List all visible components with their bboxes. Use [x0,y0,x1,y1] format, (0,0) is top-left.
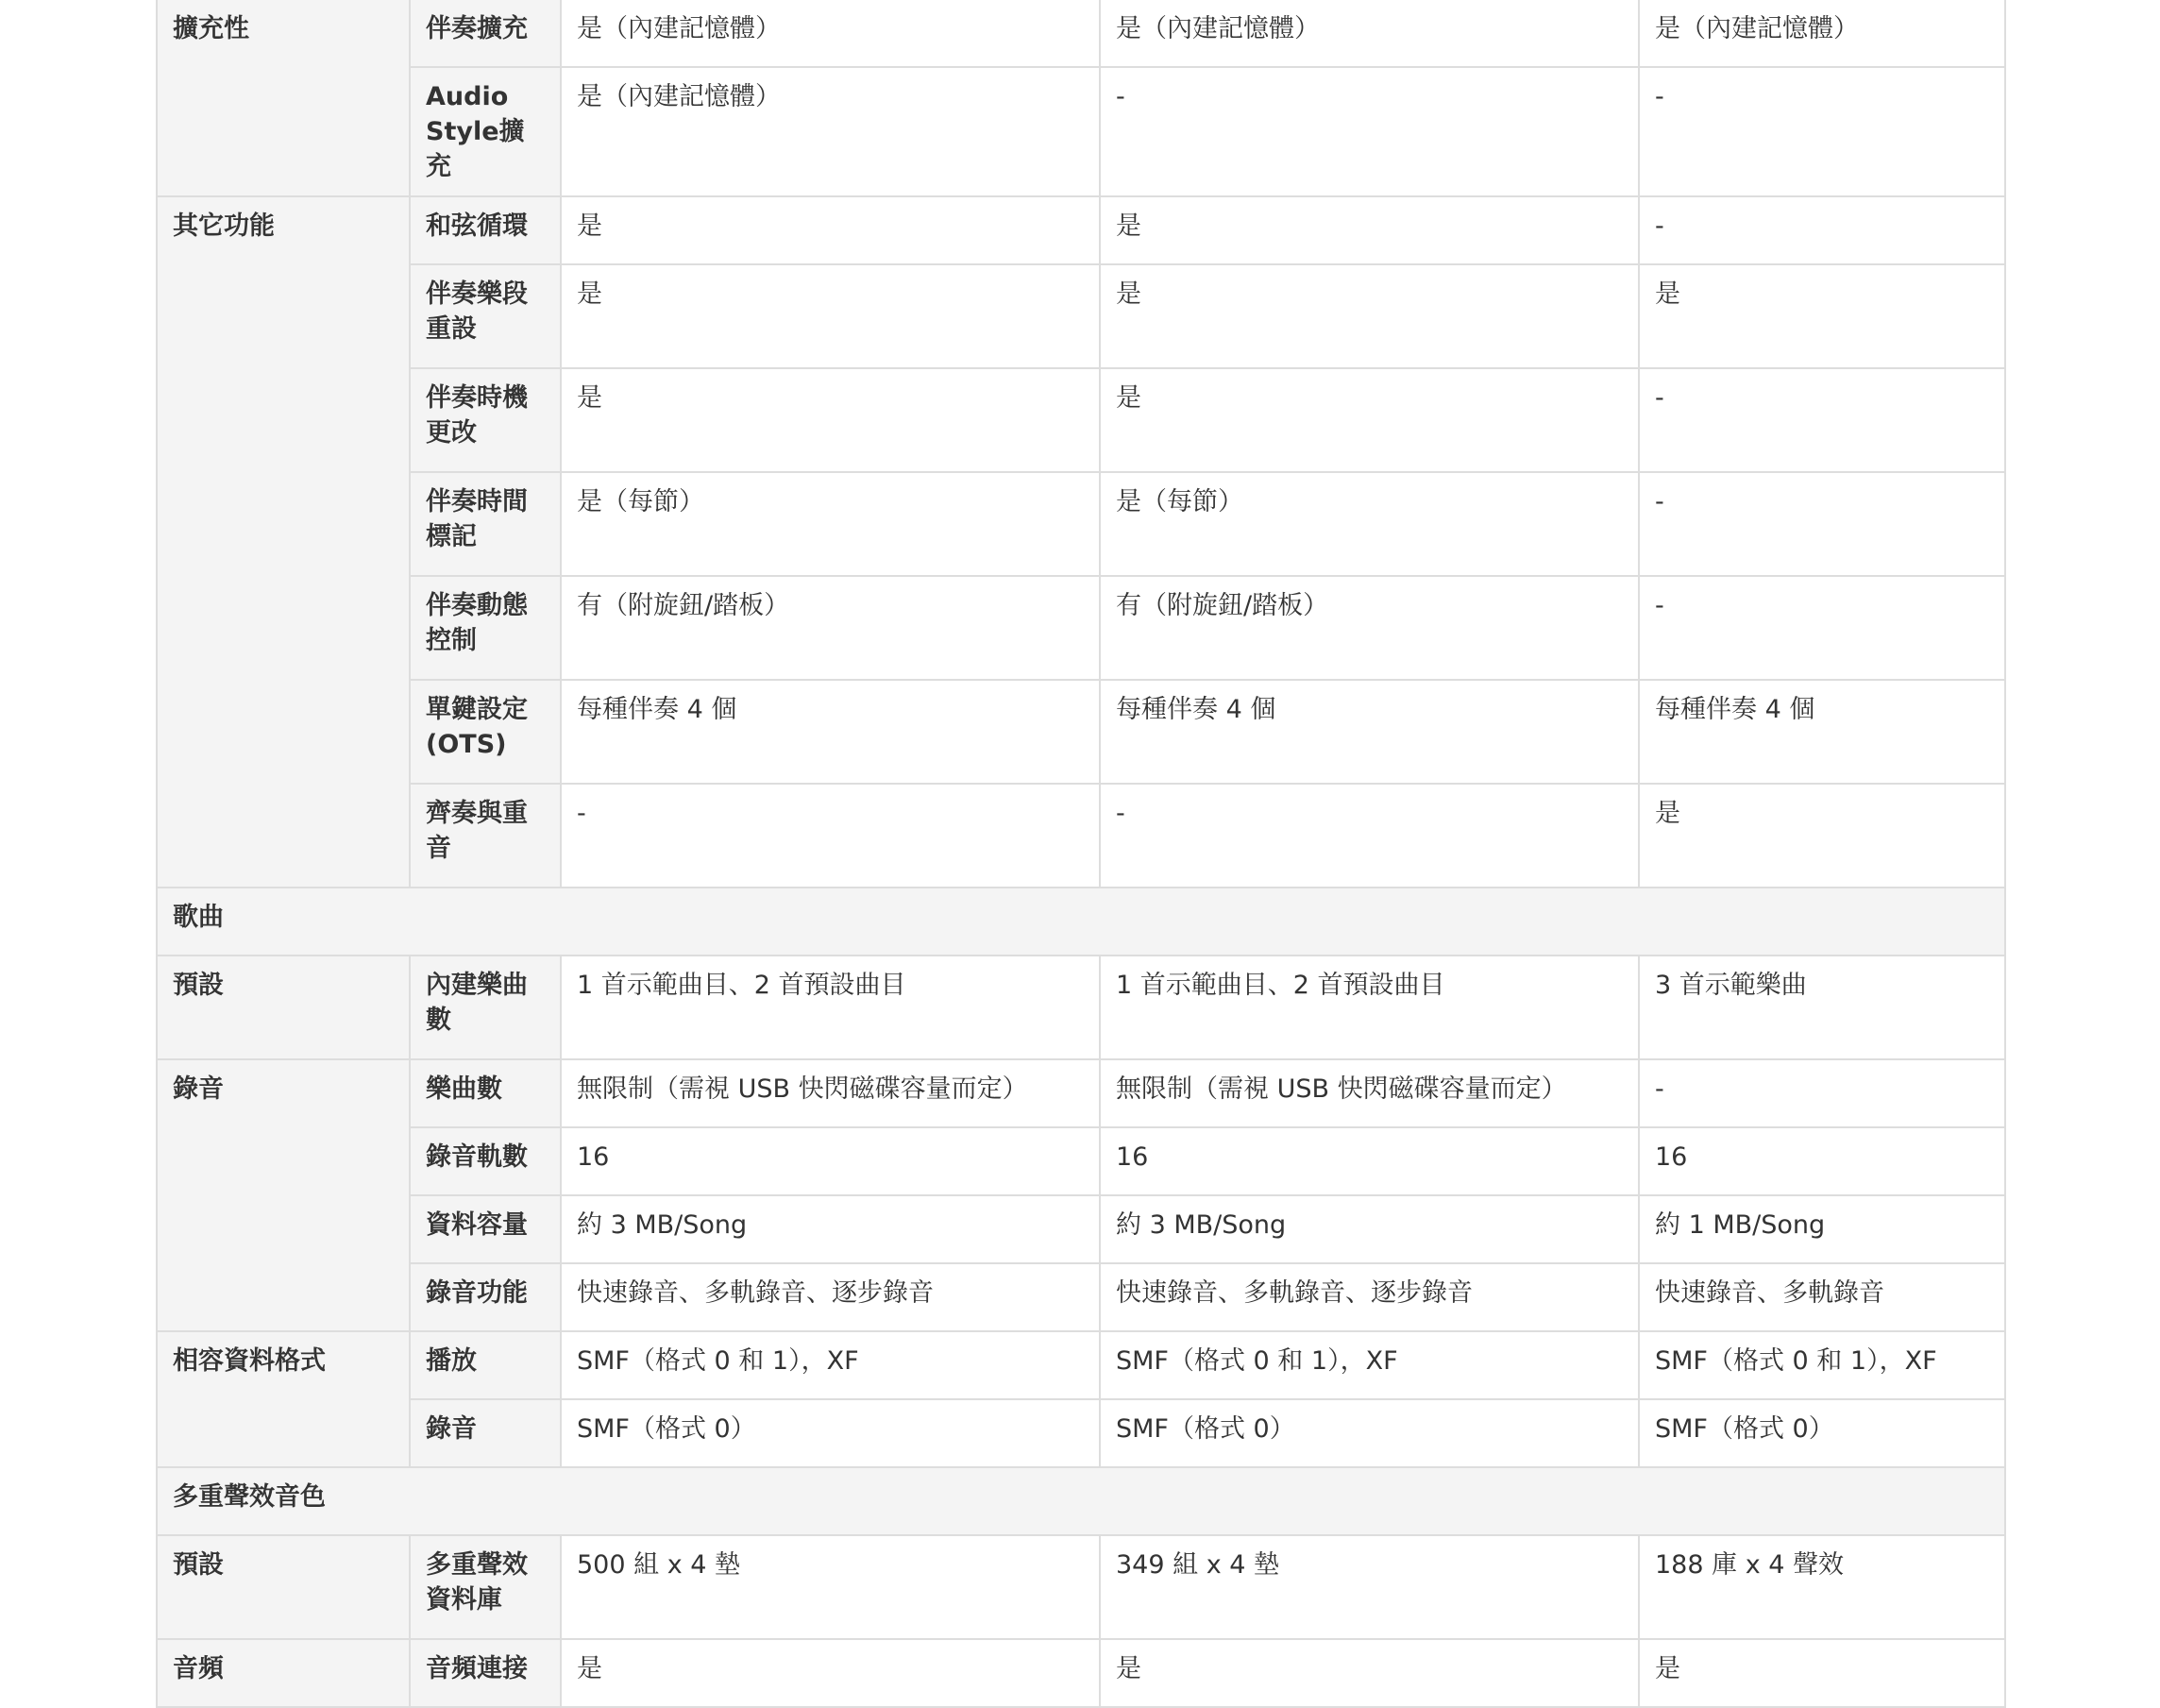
table-row [157,264,2005,368]
value-cell: SMF（格式 0） [1100,1399,1639,1467]
table-row [157,680,2005,784]
row-feature-cell: 和弦循環 [410,196,561,264]
value-cell: 是（內建記憶體） [561,67,1100,196]
row-feature-cell: 樂曲數 [410,1059,561,1127]
value-cell: 快速錄音、多軌錄音、逐步錄音 [561,1263,1100,1331]
value-cell: 每種伴奏 4 個 [1100,680,1639,784]
table-row [157,1639,2005,1707]
value-cell: 是 [561,196,1100,264]
table-row [157,1399,2005,1467]
value-cell: SMF（格式 0） [1639,1399,2005,1467]
value-cell: 500 組 x 4 墊 [561,1535,1100,1639]
value-cell: 16 [561,1127,1100,1195]
value-cell: SMF（格式 0 和 1），XF [1639,1331,2005,1399]
table-row [157,472,2005,576]
row-feature-cell: 錄音軌數 [410,1127,561,1195]
row-category-cell: 音頻 [157,1639,410,1707]
row-feature-cell: 資料容量 [410,1195,561,1263]
value-cell: 約 1 MB/Song [1639,1195,2005,1263]
row-feature-cell: Audio Style擴充 [410,67,561,196]
value-cell: 是 [1639,1639,2005,1707]
section-title-multipad: 多重聲效音色 [157,1467,2005,1535]
row-feature-cell: 伴奏時間標記 [410,472,561,576]
value-cell: - [1639,196,2005,264]
row-feature-cell: 錄音功能 [410,1263,561,1331]
row-feature-cell: 音頻連接 [410,1639,561,1707]
value-cell: - [1100,67,1639,196]
row-feature-cell: 伴奏樂段重設 [410,264,561,368]
row-feature-cell: 播放 [410,1331,561,1399]
value-cell: 是（每節） [1100,472,1639,576]
value-cell: SMF（格式 0 和 1），XF [1100,1331,1639,1399]
value-cell: 是 [1100,368,1639,472]
value-cell: 快速錄音、多軌錄音、逐步錄音 [1100,1263,1639,1331]
spec-comparison-table [156,0,2006,1708]
table-row [157,368,2005,472]
value-cell: 是（每節） [561,472,1100,576]
value-cell: 是 [1639,784,2005,888]
row-category-cell: 錄音 [157,1059,410,1331]
value-cell: 是（內建記憶體） [1639,0,2005,67]
value-cell: 是 [1100,264,1639,368]
value-cell: - [1639,472,2005,576]
table-row [157,784,2005,888]
value-cell: 是（內建記憶體） [561,0,1100,67]
value-cell: 16 [1639,1127,2005,1195]
value-cell: 每種伴奏 4 個 [1639,680,2005,784]
table-row [157,1059,2005,1127]
section-header-row [157,888,2005,955]
row-feature-cell: 多重聲效資料庫 [410,1535,561,1639]
row-category-cell: 預設 [157,955,410,1059]
value-cell: 188 庫 x 4 聲效 [1639,1535,2005,1639]
value-cell: 無限制（需視 USB 快閃磁碟容量而定） [561,1059,1100,1127]
value-cell: 有（附旋鈕/踏板） [561,576,1100,680]
section-title-songs: 歌曲 [157,888,2005,955]
row-feature-cell: 伴奏動態控制 [410,576,561,680]
table-row [157,1127,2005,1195]
row-category-cell: 擴充性 [157,0,410,196]
value-cell: 1 首示範曲目、2 首預設曲目 [561,955,1100,1059]
value-cell: 是 [561,264,1100,368]
row-category-cell: 其它功能 [157,196,410,888]
value-cell: 是 [561,1639,1100,1707]
row-feature-cell: 錄音 [410,1399,561,1467]
value-cell: 是 [1100,1639,1639,1707]
row-feature-cell: 齊奏與重音 [410,784,561,888]
value-cell: 1 首示範曲目、2 首預設曲目 [1100,955,1639,1059]
row-feature-cell: 伴奏時機更改 [410,368,561,472]
value-cell: 每種伴奏 4 個 [561,680,1100,784]
table-row [157,1331,2005,1399]
value-cell: 快速錄音、多軌錄音 [1639,1263,2005,1331]
value-cell: - [1100,784,1639,888]
value-cell: - [561,784,1100,888]
value-cell: - [1639,67,2005,196]
value-cell: 3 首示範樂曲 [1639,955,2005,1059]
table-row [157,1535,2005,1639]
value-cell: 約 3 MB/Song [561,1195,1100,1263]
value-cell: - [1639,1059,2005,1127]
value-cell: 349 組 x 4 墊 [1100,1535,1639,1639]
table-row [157,576,2005,680]
value-cell: - [1639,576,2005,680]
table-row [157,1263,2005,1331]
table-row [157,955,2005,1059]
row-category-cell: 相容資料格式 [157,1331,410,1467]
table-row [157,196,2005,264]
row-feature-cell: 單鍵設定 (OTS) [410,680,561,784]
value-cell: 16 [1100,1127,1639,1195]
row-category-cell: 預設 [157,1535,410,1639]
section-header-row [157,1467,2005,1535]
value-cell: SMF（格式 0 和 1），XF [561,1331,1100,1399]
value-cell: 是 [561,368,1100,472]
value-cell: 是 [1100,196,1639,264]
value-cell: - [1639,368,2005,472]
row-feature-cell: 伴奏擴充 [410,0,561,67]
value-cell: 約 3 MB/Song [1100,1195,1639,1263]
value-cell: 無限制（需視 USB 快閃磁碟容量而定） [1100,1059,1639,1127]
table-row [157,1195,2005,1263]
table-row [157,67,2005,196]
value-cell: 是（內建記憶體） [1100,0,1639,67]
table-row [157,0,2005,67]
value-cell: SMF（格式 0） [561,1399,1100,1467]
value-cell: 是 [1639,264,2005,368]
row-feature-cell: 內建樂曲數 [410,955,561,1059]
value-cell: 有（附旋鈕/踏板） [1100,576,1639,680]
